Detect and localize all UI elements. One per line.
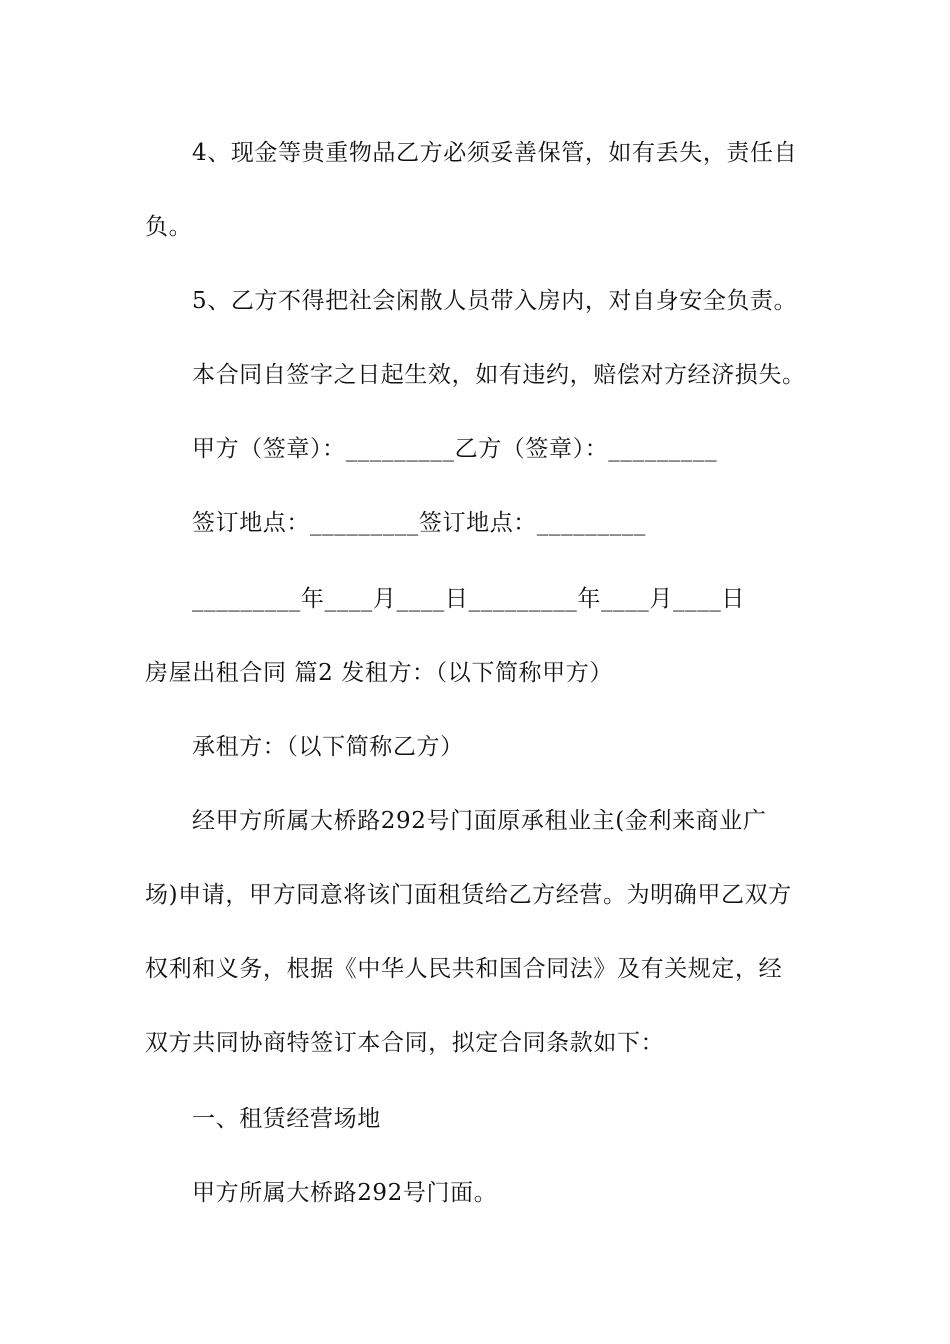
effective-clause: 本合同自签字之日起生效，如有违约，赔偿对方经济损失。 [192, 362, 806, 388]
lessee-line: 承租方：（以下简称乙方） [192, 734, 464, 760]
signature-line: 甲方（签章）：_________乙方（签章）：_________ [192, 436, 718, 462]
clause-4-line-2: 负。 [145, 214, 193, 240]
intro-paragraph-line-2: 场)申请，甲方同意将该门面租赁给乙方经营。为明确甲乙双方 [145, 882, 792, 908]
intro-paragraph-line-4: 双方共同协商特签订本合同，拟定合同条款如下： [145, 1030, 665, 1056]
signing-place-line: 签订地点：_________签订地点：_________ [192, 510, 646, 536]
section-1-content: 甲方所属大桥路292号门面。 [192, 1180, 498, 1206]
contract-2-heading: 房屋出租合同 篇2 发租方：（以下简称甲方） [145, 660, 613, 686]
intro-paragraph-line-3: 权利和义务，根据《中华人民共和国合同法》及有关规定，经 [145, 956, 783, 982]
clause-4-line-1: 4、现金等贵重物品乙方必须妥善保管，如有丢失，责任自 [192, 140, 798, 166]
clause-5: 5、乙方不得把社会闲散人员带入房内，对自身安全负责。 [192, 288, 798, 314]
section-1-heading: 一、租赁经营场地 [192, 1106, 381, 1132]
intro-paragraph-line-1: 经甲方所属大桥路292号门面原承租业主(金利来商业广 [192, 808, 767, 834]
date-line: _________年____月____日_________年____月____日 [192, 586, 745, 612]
